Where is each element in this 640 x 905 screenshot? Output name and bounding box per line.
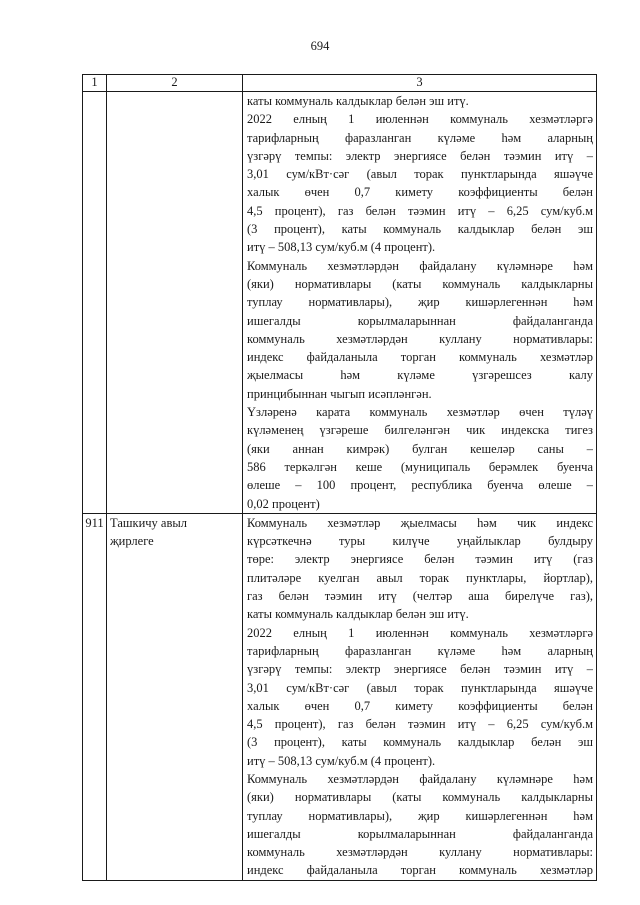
settlement-name-cell [107,513,243,880]
description-line: Коммуналь хезмәтләрдән файдалану күләмнәре һәм [247,258,593,273]
description-line: итү – 508,13 сум/куб.м (4 процент). [247,240,436,255]
description-line: үзгәрү темпы: электр энергиясе белән тәэмин итү – [247,148,593,163]
description-line: индекс файдаланыла торган коммуналь хезмәтләр [247,350,593,365]
description-line: каты коммуналь калдыклар белән эш итү. [247,607,469,622]
description-line: 3,01 сум/кВт·сәг (авыл торак пунктларында яшәүче [247,167,593,182]
description-line: итү – 508,13 сум/куб.м (4 процент). [247,753,436,768]
description-line: индекс файдаланыла торган коммуналь хезмәтләр [247,863,593,878]
description-line: өлеше – 100 процент, республика буенча өлеше – [247,478,593,493]
row-number: 911 [85,515,104,530]
description-line: 4,5 процент), газ белән тәэмин итү – 6,25 сум/куб.м [247,717,593,732]
description-line: тарифларның фаразланган күләме һәм аларның [247,130,593,145]
description-line: халык өчен 0,7 кимету коэффициенты белән [247,185,593,200]
description-line: принцибыннан чыгып исәпләнгән. [247,386,432,401]
settlement-name-cell [107,92,243,514]
description-cell [243,513,597,880]
description-line: күләменең үзгәреше билгеләнгән чик индекска тигез [247,423,593,438]
header-col-1: 1 [83,75,107,92]
table-row [83,513,597,880]
description-line: (яки) нормативлары (каты коммуналь калдыкларны [247,790,593,805]
description-line: Коммуналь хезмәтләрдән файдалану күләмнәре һәм [247,771,593,786]
table-header-row [83,75,597,92]
header-col-2: 2 [107,75,243,92]
description-line: 2022 елның 1 июленнән коммуналь хезмәтләргә [247,112,593,127]
description-line: каты коммуналь калдыклар белән эш итү. [247,94,469,108]
description-line: (3 процент), каты коммуналь калдыклар белән эш [247,735,593,750]
description-line: коммуналь хезмәтләрдән куллану нормативлары: [247,331,593,346]
description-cell [243,92,597,514]
description-line: халык өчен 0,7 кимету коэффициенты белән [247,698,593,713]
settlement-name-line: җирлеге [110,534,154,549]
description-line: ишегалды корылмаларыннан файдаланганда [247,313,593,328]
description-line: күрсәткечнә туры килүче уңайлыклар булдыру [247,534,593,549]
description-line: (яки аннан кимрәк) булган кешеләр саны – [247,441,593,456]
settlement-name-line: Ташкичу авыл [110,515,188,530]
description-line: плитәләре куелган авыл торак пунктлары, йортлар), [247,570,593,585]
table-row [83,92,597,514]
description-line: коммуналь хезмәтләрдән куллану нормативлары: [247,845,593,860]
document-table [82,74,597,881]
description-line: 3,01 сум/кВт·сәг (авыл торак пунктларында яшәүче [247,680,593,695]
row-number-cell [83,513,107,880]
description-line: 2022 елның 1 июленнән коммуналь хезмәтләргә [247,625,593,640]
description-line: Коммуналь хезмәтләр җыелмасы һәм чик индекс [247,515,593,530]
description-line: газ белән тәэмин итү (челтәр аша бирелүче газ), [247,589,593,604]
table-body [83,92,597,881]
description-line: ишегалды корылмаларыннан файдаланганда [247,826,593,841]
description-line: (3 процент), каты коммуналь калдыклар белән эш [247,222,593,237]
description-line: туплау нормативлары), җир кишәрлегеннән һәм [247,295,593,310]
row-number-cell [83,92,107,514]
header-col-3: 3 [243,75,597,92]
description-line: Үзләренә карата коммуналь хезмәтләр өчен түләү [247,405,593,420]
description-line: җыелмасы һәм күләме үзгәрешсез калу [247,368,593,383]
page-number: 694 [310,39,330,53]
description-line: үзгәрү темпы: электр энергиясе белән тәэмин итү – [247,662,593,677]
description-line: туплау нормативлары), җир кишәрлегеннән һәм [247,808,593,823]
description-line: 4,5 процент), газ белән тәэмин итү – 6,25 сум/куб.м [247,203,593,218]
description-line: (яки) нормативлары (каты коммуналь калдыкларны [247,276,593,291]
description-line: төре: электр энергиясе белән тәэмин итү (газ [247,552,593,567]
description-line: тарифларның фаразланган күләме һәм аларның [247,643,593,658]
description-line: 0,02 процент) [247,496,320,511]
description-line: 586 теркәлгән кеше (муниципаль берәмлек буенча [247,459,593,474]
